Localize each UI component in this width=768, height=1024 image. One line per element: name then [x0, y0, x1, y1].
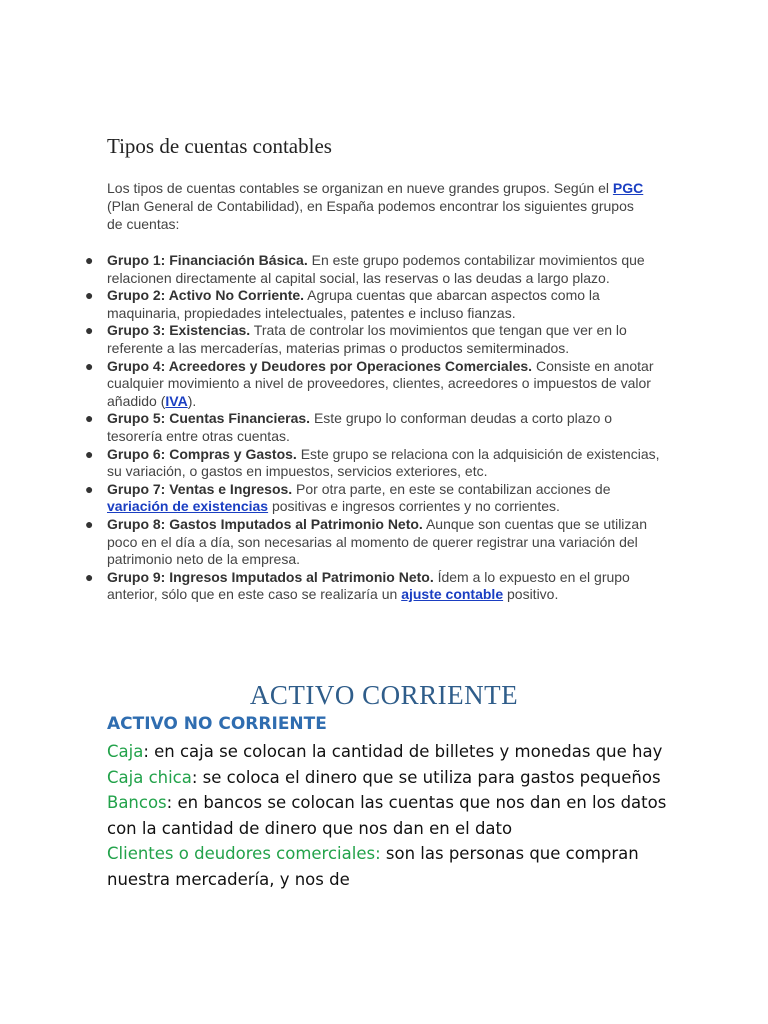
bullet-icon: ●	[85, 568, 94, 585]
definition-term: Clientes o deudores comerciales:	[107, 844, 381, 863]
group-label: Grupo 6: Compras y Gastos.	[107, 445, 297, 462]
bullet-icon: ●	[85, 252, 94, 268]
group-text-after: positivo.	[503, 586, 559, 603]
group-label: Grupo 4: Acreedores y Deudores por Operaciones Comerciales.	[107, 357, 533, 374]
definition-text: : se coloca el dinero que se utiliza para gastos pequeños	[191, 767, 661, 787]
bullet-icon: ●	[85, 480, 94, 497]
group-item-7	[85, 480, 662, 516]
group-text: En este grupo podemos contabilizar movimientos que relacionen directamente al capital social, las reservas o las deudas a largo plazo.	[107, 252, 645, 286]
section-subheading: ACTIVO NO CORRIENTE	[107, 714, 327, 734]
definitions-block	[107, 739, 667, 892]
bullet-icon: ●	[85, 287, 94, 304]
bullet-icon: ●	[85, 445, 94, 462]
group-label: Grupo 7: Ventas e Ingresos.	[107, 480, 293, 497]
bullet-icon: ●	[85, 357, 94, 374]
ajuste-contable-link[interactable]: ajuste contable	[401, 586, 504, 603]
intro-text-after: (Plan General de Contabilidad), en España podemos encontrar los siguientes grupos de cuentas:	[107, 198, 634, 232]
group-item-9	[85, 568, 662, 604]
definition-caja-chica	[107, 765, 667, 791]
variacion-existencias-link[interactable]: variación de existencias	[107, 498, 269, 515]
group-item-2	[85, 287, 662, 322]
group-item-8	[85, 515, 662, 569]
group-label: Grupo 9: Ingresos Imputados al Patrimonio Neto.	[107, 568, 434, 585]
intro-text-before: Los tipos de cuentas contables se organizan en nueve grandes grupos. Según el	[107, 180, 613, 196]
group-label: Grupo 8: Gastos Imputados al Patrimonio Neto.	[107, 515, 423, 532]
group-text: Ídem a lo expuesto en el grupo anterior, sólo que en este caso se realizaría un	[107, 568, 630, 603]
intro-paragraph	[107, 179, 652, 233]
group-text: Este grupo se relaciona con la adquisición de existencias, su variación, o gastos en impuestos, servicios exteriores, etc.	[107, 445, 660, 480]
bullet-icon: ●	[85, 410, 94, 427]
group-item-3	[85, 322, 662, 357]
bullet-icon: ●	[85, 515, 94, 532]
group-text: Agrupa cuentas que abarcan aspectos como la maquinaria, propiedades intelectuales, patentes e incluso fianzas.	[107, 287, 600, 321]
group-label: Grupo 3: Existencias.	[107, 322, 251, 339]
article-title: Tipos de cuentas contables	[107, 134, 332, 158]
definition-text: son las personas que compran nuestra mercadería, y nos de	[107, 844, 639, 889]
group-label: Grupo 2: Activo No Corriente.	[107, 287, 305, 304]
account-groups-list	[85, 252, 662, 604]
group-item-5	[85, 410, 662, 445]
group-text-after: ).	[187, 392, 197, 409]
group-item-6	[85, 445, 662, 481]
group-text: Aunque son cuentas que se utilizan poco en el día a día, son necesarias al momento de querer registrar una variación del patrimonio neto de la empresa.	[107, 515, 647, 568]
definition-bancos	[107, 790, 667, 841]
definition-clientes	[107, 841, 667, 892]
definition-text: : en caja se colocan la cantidad de billetes y monedas que hay	[143, 742, 663, 761]
group-item-1	[85, 252, 662, 287]
group-text: Este grupo lo conforman deudas a corto plazo o tesorería entre otras cuentas.	[107, 410, 613, 444]
section-heading: ACTIVO CORRIENTE	[249, 680, 519, 710]
definition-text: : en bancos se colocan las cuentas que nos dan en los datos con la cantidad de dinero que nos dan en el dato	[107, 793, 667, 838]
group-text: Consiste en anotar cualquier movimiento a nivel de proveedores, clientes, acreedores o impuestos de valor añadido (	[107, 357, 654, 409]
definition-term: Caja	[107, 742, 144, 761]
group-item-4	[85, 357, 662, 411]
iva-link[interactable]: IVA	[165, 392, 188, 409]
definition-term: Bancos	[107, 793, 167, 812]
pgc-link[interactable]: PGC	[612, 180, 644, 196]
definition-term: Caja chica	[107, 767, 192, 787]
group-text: Trata de controlar los movimientos que tengan que ver en lo referente a las mercaderías, materias primas o productos semiterminados.	[107, 322, 627, 356]
group-text-after: positivas e ingresos corrientes y no corrientes.	[268, 498, 560, 515]
bullet-icon: ●	[85, 322, 94, 339]
definition-caja	[107, 739, 667, 765]
group-label: Grupo 1: Financiación Básica.	[107, 252, 308, 268]
group-text: Por otra parte, en este se contabilizan acciones de	[292, 480, 611, 497]
group-label: Grupo 5: Cuentas Financieras.	[107, 410, 311, 427]
